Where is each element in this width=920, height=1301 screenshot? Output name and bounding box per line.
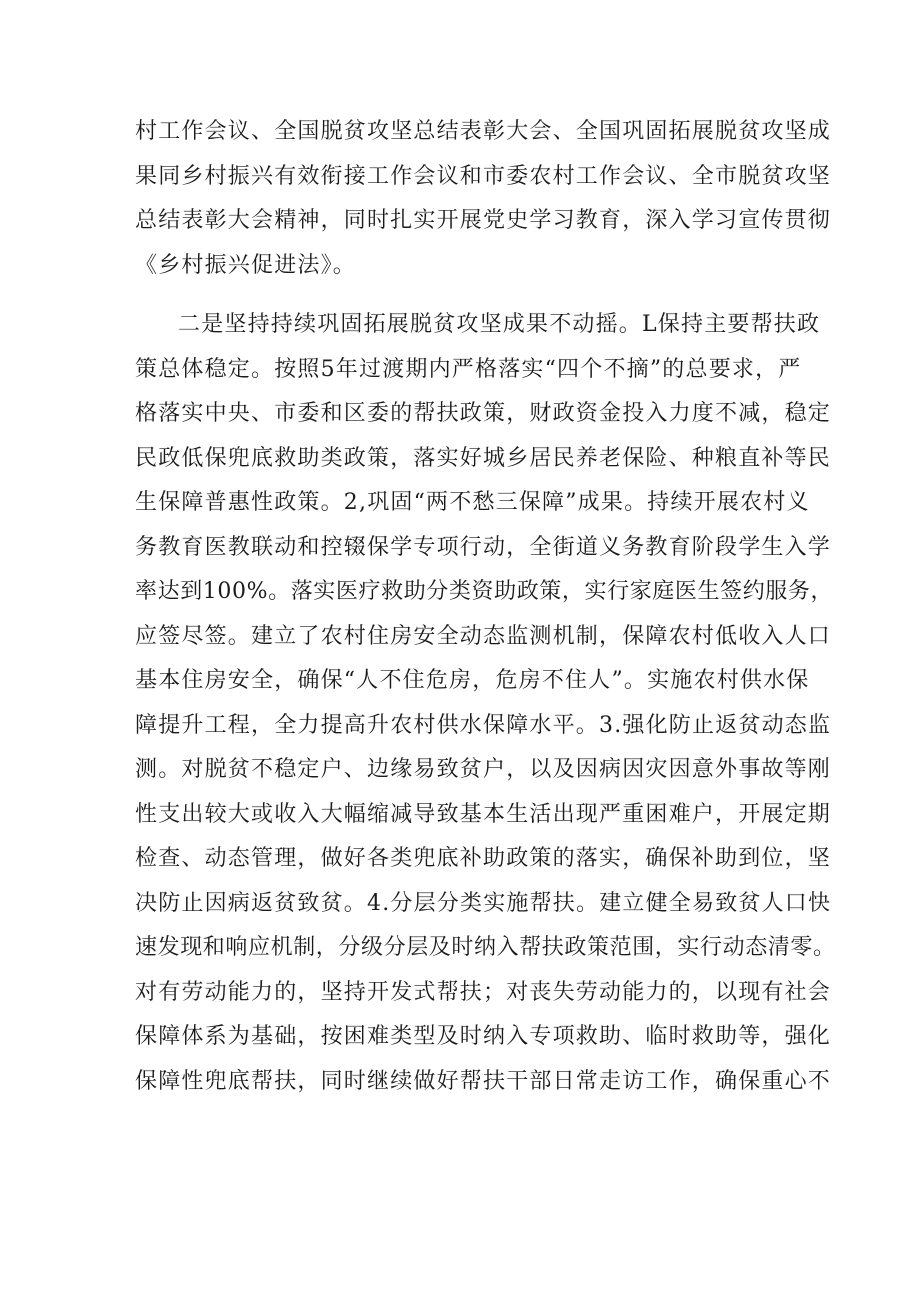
- text-line: 民政低保兜底救助类政策，落实好城乡居民养老保险、种粮直补等民: [135, 446, 832, 471]
- text-line: 保障性兜底帮扶，同时继续做好帮扶干部日常走访工作，确保重心不: [135, 1069, 832, 1094]
- text-line: 性支出较大或收入大幅缩减导致基本生活出现严重困难户，开展定期: [135, 802, 832, 827]
- text-line: 率达到100%。落实医疗救助分类资助政策，实行家庭医生签约服务，: [135, 579, 834, 604]
- text-line: 基本住房安全，确保“人不住危房，危房不住人”。实施农村供水保: [135, 668, 810, 693]
- text-line: 策总体稳定。按照5年过渡期内严格落实“四个不摘”的总要求，严: [135, 357, 802, 382]
- text-line: 务教育医教联动和控辍保学专项行动，全街道义务教育阶段学生入学: [135, 535, 832, 560]
- text-line: 果同乡村振兴有效衔接工作会议和市委农村工作会议、全市脱贫攻坚: [135, 164, 832, 189]
- text-line: 应签尽签。建立了农村住房安全动态监测机制，保障农村低收入人口: [135, 624, 832, 649]
- text-line: 对有劳动能力的，坚持开发式帮扶；对丧失劳动能力的，以现有社会: [135, 980, 832, 1005]
- text-line: 速发现和响应机制，分级分层及时纳入帮扶政策范围，实行动态清零。: [135, 935, 836, 960]
- text-line: 村工作会议、全国脱贫攻坚总结表彰大会、全国巩固拓展脱贫攻坚成: [135, 119, 832, 144]
- text-line: 测。对脱贫不稳定户、边缘易致贫户，以及因病因灾因意外事故等刚: [135, 757, 832, 782]
- text-line: 检查、动态管理，做好各类兜底补助政策的落实，确保补助到位，坚: [135, 846, 832, 871]
- text-line: 生保障普惠性政策。2,巩固“两不愁三保障”成果。持续开展农村义: [135, 490, 810, 515]
- text-line: 保障体系为基础，按困难类型及时纳入专项救助、临时救助等，强化: [135, 1024, 832, 1049]
- text-line: 《乡村振兴促进法》。: [135, 253, 357, 278]
- text-line: 障提升工程，全力提高升农村供水保障水平。3.强化防止返贫动态监: [135, 713, 832, 738]
- text-line: 决防止因病返贫致贫。4.分层分类实施帮扶。建立健全易致贫人口快: [135, 891, 832, 916]
- text-line: 二是坚持持续巩固拓展脱贫攻坚成果不动摇。L保持主要帮扶政: [178, 312, 821, 337]
- text-line: 格落实中央、市委和区委的帮扶政策，财政资金投入力度不减，稳定: [135, 401, 832, 426]
- text-line: 总结表彰大会精神，同时扎实开展党史学习教育，深入学习宣传贯彻: [135, 208, 832, 233]
